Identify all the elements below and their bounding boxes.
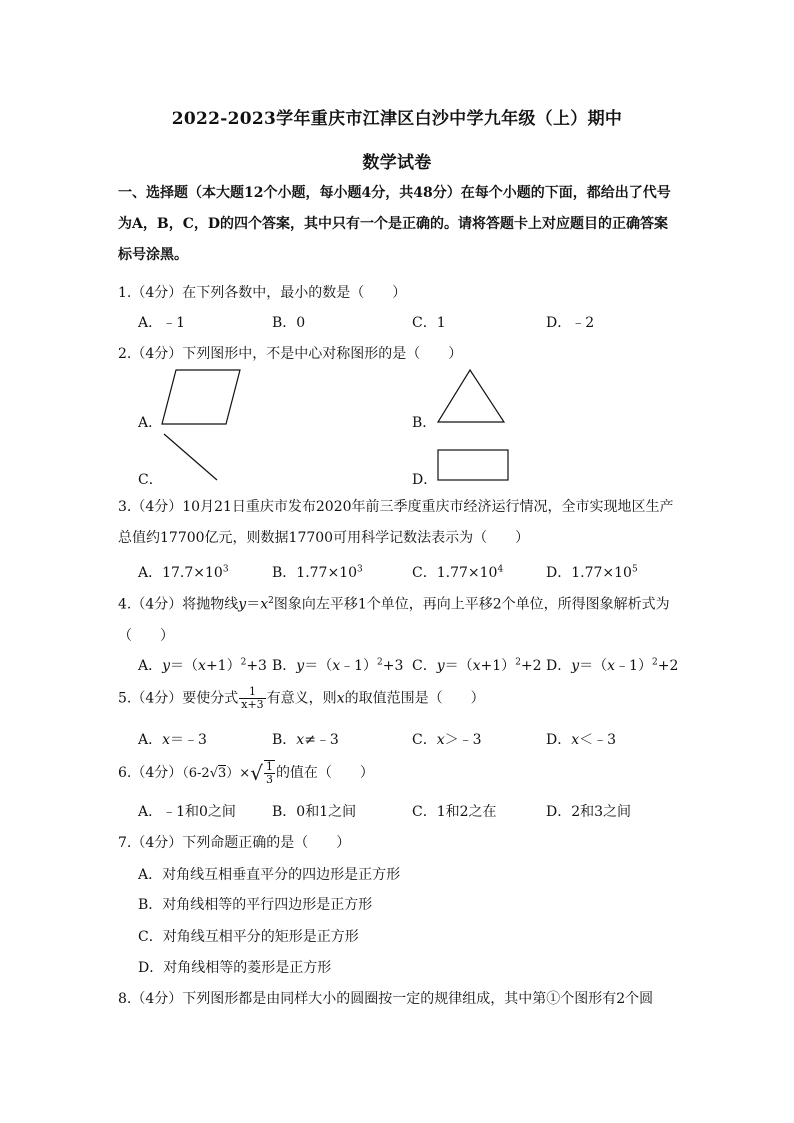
q6-option-c: C．1和2之在 xyxy=(412,804,497,820)
q7-option-d: D．对角线相等的菱形是正方形 xyxy=(138,960,332,976)
question-7-stem: 7.（4分）下列命题正确的是（ ） xyxy=(118,835,351,851)
triangle-figure xyxy=(436,368,506,424)
parallelogram-figure xyxy=(160,368,242,426)
q1-option-b: B．0 xyxy=(272,315,306,331)
section-heading: 一、选择题（本大题12个小题，每小题4分，共48分）在每个小题的下面，都给出了代号为A，B，C，D的四个答案，其中只有一个是正确的。请将答题卡上对应题目的正确答案标号涂黑。 xyxy=(118,185,671,263)
q2-label-b: B． xyxy=(412,415,437,431)
question-2-stem: 2.（4分）下列图形中，不是中心对称图形的是（ ） xyxy=(118,346,463,362)
sqrt-3: √3 xyxy=(209,766,227,781)
question-6-stem: 6.（4分）（6-2√3）×√ $\frac{1}{3}$ 的值在（ ） xyxy=(118,760,374,786)
exam-title-line2: 数学试卷 xyxy=(362,153,432,173)
q3-option-a: A．$17.7\times 10^3$ xyxy=(138,564,229,581)
q7-option-c: C．对角线互相平分的矩形是正方形 xyxy=(138,929,359,945)
q4-option-a: A．$y=(x+1)^2+3$ xyxy=(138,657,267,674)
q6-option-b: B．0和1之间 xyxy=(272,804,357,820)
q7-option-b: B．对角线相等的平行四边形是正方形 xyxy=(138,897,373,913)
q6-option-d: D．2和3之间 xyxy=(546,804,632,820)
line-segment-figure xyxy=(162,432,220,482)
q2-label-c: C． xyxy=(138,472,163,488)
q4-option-b: B．y＝（x﹣1）$^2$+3 xyxy=(272,657,404,674)
question-5-stem: 5.（4分）要使分式 $\frac{1}{x+3}$ 有意义，则x的取值范围是（ ） xyxy=(118,685,485,711)
sqrt-one-third: √ xyxy=(250,761,263,785)
q1-option-a: A．﹣1 xyxy=(138,315,186,331)
q4-option-d: D．y＝（x﹣1）$^2$+2 xyxy=(546,657,679,674)
exam-title-line1: 2022-2023学年重庆市江津区白沙中学九年级（上）期中 xyxy=(171,109,623,129)
q5-option-c: C．x＞﹣3 xyxy=(412,732,482,748)
q7-option-a: A．对角线互相垂直平分的四边形是正方形 xyxy=(138,867,401,883)
question-3-stem: 3.（4分）10月21日重庆市发布2020年前三季度重庆市经济运行情况，全市实现地区生产总值约17700亿元，则数据17700可用科学记数法表示为（ ） xyxy=(118,499,674,546)
q4-option-c: C．$y=(x+1)^2+2$ xyxy=(412,657,542,674)
q5-option-d: D．x＜﹣3 xyxy=(546,732,617,748)
q2-label-d: D． xyxy=(412,472,438,488)
q5-option-a: A．x＝﹣3 xyxy=(138,732,207,748)
rectangle-figure xyxy=(437,449,509,481)
fraction-1-over-3: $\frac{1}{3}$ xyxy=(265,760,273,786)
question-8-stem: 8.（4分）下列图形都是由同样大小的圆圈按一定的规律组成，其中第①个图形有2个圆 xyxy=(118,991,654,1007)
fraction-1-over-x-plus-3: $\frac{1}{x+3}$ xyxy=(241,685,264,711)
q2-label-a: A． xyxy=(138,415,163,431)
question-1-stem: 1.（4分）在下列各数中，最小的数是（ ） xyxy=(118,285,407,301)
q6-option-a: A．﹣1和0之间 xyxy=(138,804,236,820)
q5-option-b: B．x≠﹣3 xyxy=(272,732,339,748)
q1-option-c: C．1 xyxy=(412,315,446,331)
q3-option-b: B．$1.77\times 10^3$ xyxy=(272,564,363,581)
question-4-stem: 4.（4分）将抛物线$y=x^2$图象向左平移1个单位，再向上平移2个单位，所得图象解析式为（ ） xyxy=(118,596,670,644)
circled-number-1: ① xyxy=(546,991,561,1007)
q3-option-d: D．$1.77\times 10^5$ xyxy=(546,564,638,581)
q3-option-c: C．$1.77\times 10^4$ xyxy=(412,564,504,581)
q1-option-d: D．﹣2 xyxy=(546,315,595,331)
